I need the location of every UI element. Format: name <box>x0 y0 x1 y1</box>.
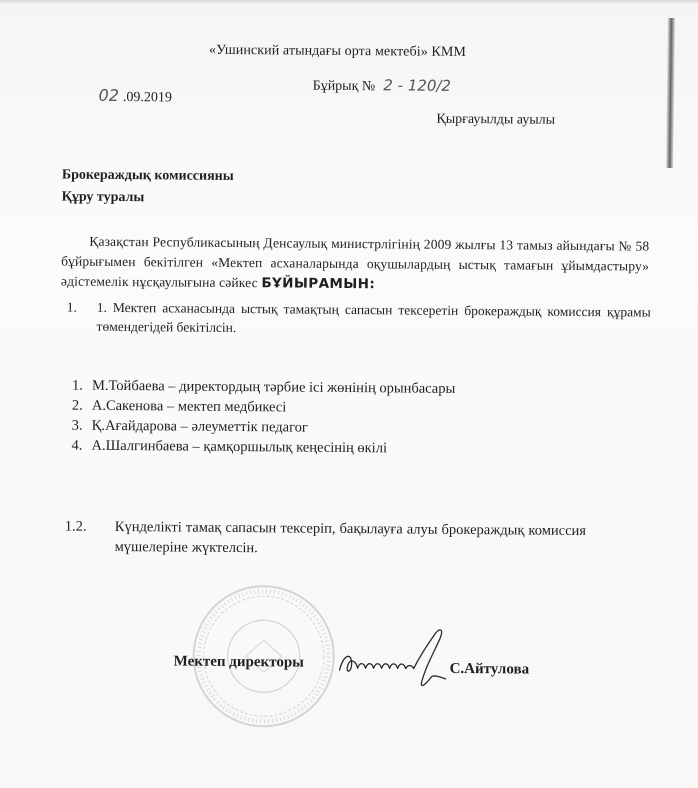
date-month-year: .09.2019 <box>122 90 173 106</box>
preamble-text: Қазақстан Республикасының Денсаулық министрлігінің 2009 жылғы 13 тамыз айындағы № 58 бұйрығымен бекітілген «Мектеп асханаларында оқушылардың ыстық тамағын ұйымдастыру» әдістемелік нұсқаулығына сәйкес <box>60 233 650 291</box>
item-1-text: 1. Мектеп асханасында ыстық тамақтың сапасын тексеретін брокераждық комиссия құрамы төмендегідей бекітілсін. <box>96 299 651 336</box>
organization-name: «Ушинский атындағы орта мектебі» КММ <box>208 42 467 61</box>
member-number: 3. <box>71 417 83 434</box>
order-number-handwritten: 2 - 120/2 <box>383 76 452 95</box>
member-text: А.Сакенова – мектеп медбикесі <box>91 397 287 416</box>
date-day-handwritten: 02 <box>98 85 120 105</box>
handwritten-signature <box>335 624 452 695</box>
item-1-2-text: Күнделікті тамақ сапасын тексеріп, бақылауға алуы брокераждық комиссия мүшелеріне жүктелсін. <box>114 518 587 557</box>
item-1-2-number: 1.2. <box>64 518 87 535</box>
order-date <box>99 86 173 107</box>
member-number: 4. <box>71 437 83 454</box>
order-label: Бұйрық № <box>312 78 376 95</box>
member-text: Қ.Ағайдарова – әлеуметтік педагог <box>91 417 308 436</box>
member-text: М.Тойбаева – директордың тәрбие ісі жөнінің орынбасары <box>91 377 456 397</box>
commission-members-list <box>71 376 572 460</box>
member-number: 2. <box>71 397 83 414</box>
signature-stroke <box>339 629 445 686</box>
member-number: 1. <box>71 377 84 394</box>
item-1-number: 1. <box>66 299 77 315</box>
order-item-1-2 <box>65 517 661 562</box>
list-item <box>71 436 571 460</box>
village-name: Қырғауылды ауылы <box>436 111 556 128</box>
member-text: А.Шалгинбаева – қамқоршылық кеңесінің өкілі <box>91 437 388 457</box>
document-title-line-2: Құру туралы <box>61 189 145 206</box>
director-label: Мектеп директоры <box>173 653 305 671</box>
order-number-line <box>313 76 452 96</box>
decree-word: БҰЙЫРАМЫН: <box>261 275 376 293</box>
director-name: С.Айтулова <box>449 660 530 678</box>
document-title-line-1: Брокераждық комиссияны <box>61 167 234 184</box>
order-item-1 <box>66 298 650 341</box>
preamble-paragraph <box>61 231 650 296</box>
